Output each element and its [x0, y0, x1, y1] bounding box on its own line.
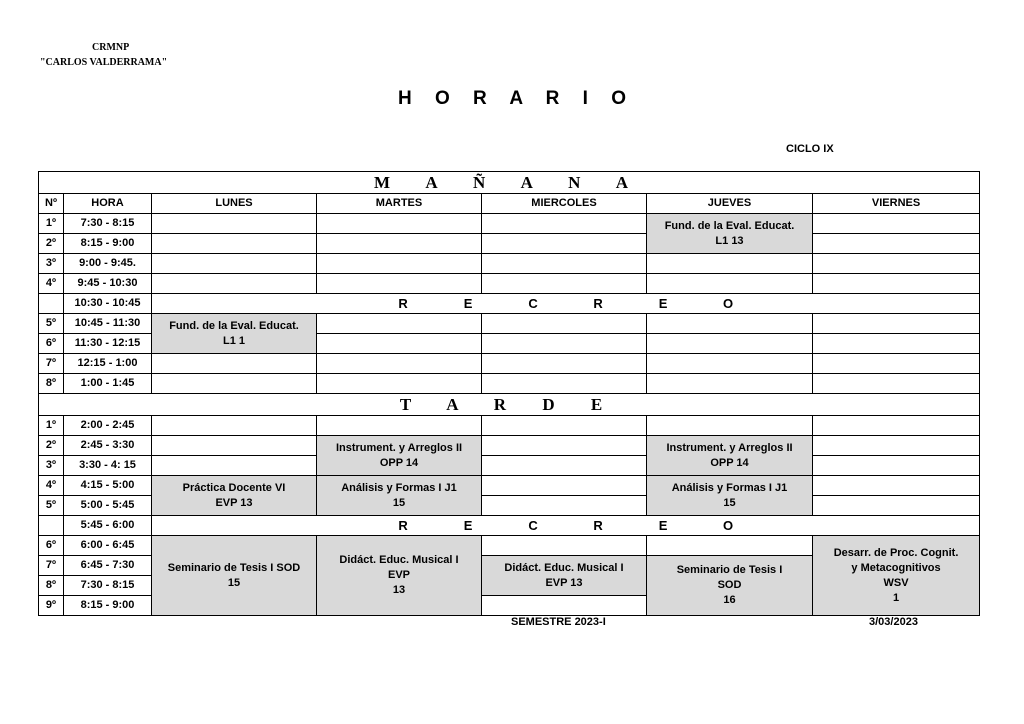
- recreo-letter: E: [658, 518, 668, 533]
- course-name: Práctica Docente VI: [182, 481, 286, 494]
- empty-cell: [482, 274, 647, 294]
- course-cell: [647, 436, 813, 476]
- empty-cell: [317, 334, 482, 354]
- period-time: 9:00 - 9:45.: [64, 254, 152, 274]
- course-name: Instrument. y Arreglos II: [666, 441, 793, 454]
- schedule-table: [38, 171, 980, 616]
- empty-cell: [317, 314, 482, 334]
- empty-cell: [152, 354, 317, 374]
- semester-label: SEMESTRE 2023-I: [511, 616, 606, 628]
- empty-cell: [482, 334, 647, 354]
- empty-cell: [647, 314, 813, 334]
- col-header-n: Nº: [39, 194, 64, 214]
- period-time: 2:45 - 3:30: [64, 436, 152, 456]
- period-number: 1º: [39, 416, 64, 436]
- course-detail: 16: [723, 594, 736, 606]
- period-number: 7º: [39, 556, 64, 576]
- empty-cell: [317, 214, 482, 234]
- empty-cell: [813, 274, 980, 294]
- empty-cell: [813, 234, 980, 254]
- table-row: [39, 416, 980, 436]
- empty-cell: [647, 274, 813, 294]
- empty-cell: [482, 536, 647, 556]
- table-row: [39, 456, 980, 476]
- course-cell: [152, 314, 317, 354]
- period-time: 1:00 - 1:45: [64, 374, 152, 394]
- table-row: [39, 254, 980, 274]
- empty-cell: [813, 374, 980, 394]
- period-number: 5º: [39, 314, 64, 334]
- period-number: 6º: [39, 334, 64, 354]
- empty-cell: [482, 596, 647, 616]
- empty-cell: [482, 496, 647, 516]
- section-afternoon: T A R D E: [39, 394, 980, 416]
- period-time: 9:45 - 10:30: [64, 274, 152, 294]
- recreo-row: [39, 516, 980, 536]
- empty-cell: [482, 254, 647, 274]
- course-detail: 15: [227, 576, 241, 589]
- course-name: Instrument. y Arreglos II: [335, 441, 463, 454]
- period-number: 5º: [39, 496, 64, 516]
- period-number: 4º: [39, 476, 64, 496]
- recreo-letter: C: [528, 296, 538, 311]
- period-number: 6º: [39, 536, 64, 556]
- recreo-row: [39, 294, 980, 314]
- period-number: [39, 516, 64, 536]
- period-time: 12:15 - 1:00: [64, 354, 152, 374]
- course-cell: [317, 436, 482, 476]
- course-name: y Metacognitivos: [851, 561, 941, 574]
- empty-cell: [482, 436, 647, 456]
- empty-cell: [152, 374, 317, 394]
- table-row: [39, 536, 980, 556]
- empty-cell: [317, 374, 482, 394]
- table-row: [39, 374, 980, 394]
- course-detail: OPP 14: [710, 456, 749, 469]
- recreo-letter: R: [593, 518, 603, 533]
- course-detail: EVP: [387, 569, 410, 581]
- page-title: H O R A R I O: [398, 88, 635, 109]
- recreo-letter: O: [722, 518, 734, 533]
- course-name: Didáct. Educ. Musical I: [504, 561, 624, 574]
- recreo-letter: E: [658, 296, 668, 311]
- course-detail: OPP 14: [379, 456, 419, 469]
- header-row: [39, 194, 980, 214]
- course-cell: [647, 476, 813, 516]
- course-detail: 13: [392, 584, 406, 596]
- period-number: 9º: [39, 596, 64, 616]
- empty-cell: [647, 334, 813, 354]
- empty-cell: [152, 416, 317, 436]
- empty-cell: [482, 234, 647, 254]
- table-row: [39, 476, 980, 496]
- empty-cell: [482, 354, 647, 374]
- recreo-letter: R: [398, 296, 408, 311]
- course-cell: [317, 536, 482, 616]
- empty-cell: [152, 214, 317, 234]
- empty-cell: [482, 456, 647, 476]
- empty-cell: [317, 354, 482, 374]
- empty-cell: [482, 374, 647, 394]
- period-number: 7º: [39, 354, 64, 374]
- col-header-martes: MARTES: [317, 194, 482, 214]
- col-header-hora: HORA: [64, 194, 152, 214]
- empty-cell: [647, 374, 813, 394]
- period-number: 3º: [39, 456, 64, 476]
- period-number: 1º: [39, 214, 64, 234]
- empty-cell: [482, 476, 647, 496]
- recreo-letter: O: [722, 296, 734, 311]
- empty-cell: [152, 436, 317, 456]
- empty-cell: [813, 254, 980, 274]
- empty-cell: [647, 536, 813, 556]
- period-time: 8:15 - 9:00: [64, 234, 152, 254]
- recreo-banner: [152, 516, 980, 536]
- empty-cell: [152, 234, 317, 254]
- recreo-letter: C: [528, 518, 538, 533]
- course-cell: [152, 536, 317, 616]
- period-time: 10:30 - 10:45: [64, 294, 152, 314]
- table-row: [39, 274, 980, 294]
- empty-cell: [647, 416, 813, 436]
- empty-cell: [813, 416, 980, 436]
- col-header-jueves: JUEVES: [647, 194, 813, 214]
- col-header-miercoles: MIERCOLES: [482, 194, 647, 214]
- empty-cell: [317, 416, 482, 436]
- empty-cell: [813, 334, 980, 354]
- period-number: 8º: [39, 374, 64, 394]
- table-row: [39, 436, 980, 456]
- table-row: [39, 234, 980, 254]
- empty-cell: [317, 254, 482, 274]
- course-detail: L1 1: [222, 334, 245, 347]
- period-number: 3º: [39, 254, 64, 274]
- empty-cell: [813, 496, 980, 516]
- period-time: 5:45 - 6:00: [64, 516, 152, 536]
- col-header-viernes: VIERNES: [813, 194, 980, 214]
- period-time: 5:00 - 5:45: [64, 496, 152, 516]
- empty-cell: [813, 456, 980, 476]
- empty-cell: [482, 214, 647, 234]
- recreo-letter: R: [398, 518, 408, 533]
- course-name: Análisis y Formas I J1: [671, 481, 788, 494]
- empty-cell: [152, 274, 317, 294]
- empty-cell: [482, 416, 647, 436]
- empty-cell: [647, 354, 813, 374]
- recreo-letter: R: [593, 296, 603, 311]
- empty-cell: [482, 314, 647, 334]
- school-name-line1: CRMNP: [92, 42, 130, 53]
- course-detail: EVP 13: [215, 496, 253, 509]
- table-row: [39, 314, 980, 334]
- period-number: [39, 294, 64, 314]
- school-name-line2: "CARLOS VALDERRAMA": [40, 57, 168, 68]
- course-cell: [152, 476, 317, 516]
- course-detail: 15: [723, 496, 736, 509]
- period-time: 6:00 - 6:45: [64, 536, 152, 556]
- course-name: Fund. de la Eval. Educat.: [664, 219, 795, 232]
- ciclo-label: CICLO IX: [786, 143, 834, 155]
- period-time: 4:15 - 5:00: [64, 476, 152, 496]
- course-cell: [317, 476, 482, 516]
- section-morning: M A Ñ A N A: [39, 172, 980, 194]
- period-time: 6:45 - 7:30: [64, 556, 152, 576]
- period-time: 7:30 - 8:15: [64, 576, 152, 596]
- empty-cell: [813, 436, 980, 456]
- course-cell: [813, 536, 980, 616]
- period-number: 4º: [39, 274, 64, 294]
- course-cell: [482, 556, 647, 596]
- course-detail: 15: [392, 496, 406, 509]
- empty-cell: [813, 476, 980, 496]
- recreo-banner: [152, 294, 980, 314]
- table-row: [39, 354, 980, 374]
- course-name: Seminario de Tesis I: [676, 564, 783, 576]
- empty-cell: [152, 456, 317, 476]
- course-detail: L1 13: [715, 234, 744, 247]
- date-label: 3/03/2023: [869, 616, 918, 628]
- course-detail: SOD: [717, 579, 742, 591]
- recreo-letter: E: [463, 296, 473, 311]
- period-time: 3:30 - 4: 15: [64, 456, 152, 476]
- period-number: 8º: [39, 576, 64, 596]
- course-name: Fund. de la Eval. Educat.: [169, 319, 299, 332]
- course-name: Seminario de Tesis I SOD: [167, 561, 301, 574]
- empty-cell: [152, 254, 317, 274]
- course-detail: WSV: [883, 576, 909, 589]
- period-time: 2:00 - 2:45: [64, 416, 152, 436]
- empty-cell: [647, 254, 813, 274]
- course-detail: 1: [892, 591, 900, 604]
- period-number: 2º: [39, 234, 64, 254]
- course-name: Desarr. de Proc. Cognit.: [833, 546, 959, 559]
- course-name: Didáct. Educ. Musical I: [339, 554, 459, 566]
- empty-cell: [813, 354, 980, 374]
- recreo-letter: E: [463, 518, 473, 533]
- table-row: [39, 214, 980, 234]
- period-time: 8:15 - 9:00: [64, 596, 152, 616]
- col-header-lunes: LUNES: [152, 194, 317, 214]
- empty-cell: [813, 314, 980, 334]
- empty-cell: [813, 214, 980, 234]
- course-cell: [647, 556, 813, 616]
- empty-cell: [317, 234, 482, 254]
- period-time: 11:30 - 12:15: [64, 334, 152, 354]
- course-name: Análisis y Formas I J1: [341, 481, 457, 494]
- course-cell: [647, 214, 813, 254]
- period-time: 7:30 - 8:15: [64, 214, 152, 234]
- period-number: 2º: [39, 436, 64, 456]
- empty-cell: [317, 274, 482, 294]
- period-time: 10:45 - 11:30: [64, 314, 152, 334]
- course-detail: EVP 13: [545, 576, 583, 589]
